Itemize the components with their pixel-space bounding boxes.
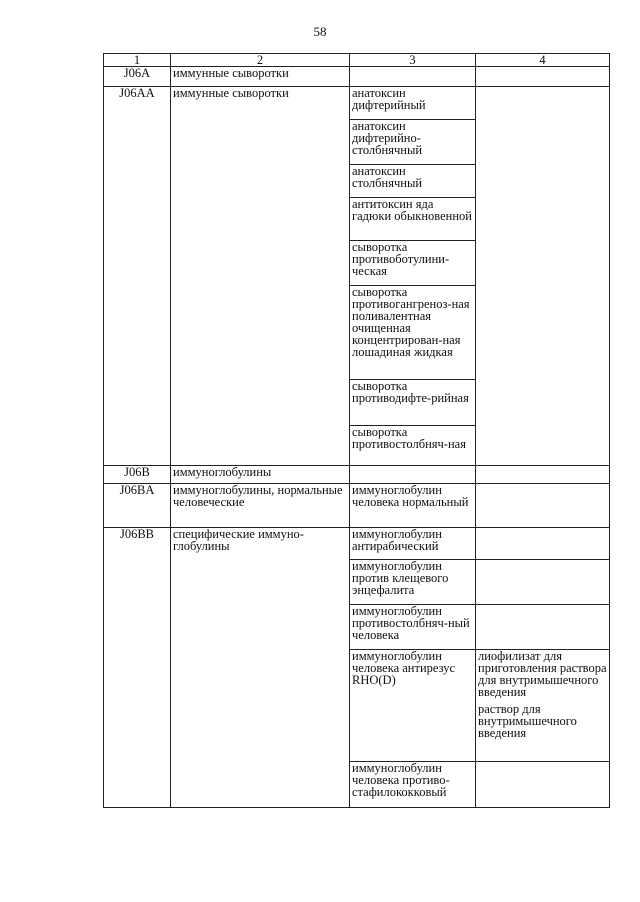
page-number: 58 [313,24,327,39]
drug-name: иммуноглобулин человека противо-стафилококковый [350,762,476,808]
drug-name [350,466,476,484]
group-name: иммуноглобулины, нормальные человеческие [171,484,350,528]
dosage-form [476,484,610,528]
group-name: иммунные сыворотки [171,87,350,466]
drug-name: антитоксин яда гадюки обыкновенной [350,198,476,241]
dosage-form [476,650,610,762]
dosage-form-solution: раствор для внутримышечного введения [478,702,577,740]
drug-name: сыворотка противоботулини-ческая [350,241,476,286]
drug-name: иммуноглобулин противостолбняч-ный человека [350,605,476,650]
col-header-2: 2 [171,54,350,67]
table-row [104,528,610,560]
table-row [104,67,610,87]
group-name: иммунные сыворотки [171,67,350,87]
table-row [104,466,610,484]
drug-table [103,53,610,808]
table-row [104,484,610,528]
drug-name: анатоксин столбнячный [350,165,476,198]
dosage-form [476,762,610,808]
atc-code: J06A [104,67,171,87]
drug-name: анатоксин дифтерийно-столбнячный [350,120,476,165]
dosage-form [476,605,610,650]
col-header-1: 1 [104,54,171,67]
drug-name: иммуноглобулин антирабический [350,528,476,560]
dosage-form [476,87,610,466]
drug-name: сыворотка противогангреноз-ная поливалентная очищенная концентрирован-ная лошадиная жидкая [350,286,476,380]
drug-name: анатоксин дифтерийный [350,87,476,120]
atc-code: J06BA [104,484,171,528]
atc-code: J06AA [104,87,171,466]
col-header-4: 4 [476,54,610,67]
group-name: специфические иммуно-глобулины [171,528,350,808]
drug-name [350,67,476,87]
header-row [104,54,610,67]
col-header-3: 3 [350,54,476,67]
dosage-form [476,560,610,605]
group-name: иммуноглобулины [171,466,350,484]
table-row [104,87,610,120]
atc-code: J06BB [104,528,171,808]
dosage-form [476,528,610,560]
drug-name: сыворотка противостолбняч-ная [350,426,476,466]
atc-code: J06B [104,466,171,484]
drug-name: иммуноглобулин человека нормальный [350,484,476,528]
dosage-form-lyophilizate: лиофилизат для приготовления раствора для внутримышечного введения [478,649,607,699]
drug-name: иммуноглобулин против клещевого энцефалита [350,560,476,605]
dosage-form [476,67,610,87]
drug-name: иммуноглобулин человека антирезус RHO(D) [350,650,476,762]
drug-name: сыворотка противодифте-рийная [350,380,476,426]
dosage-form [476,466,610,484]
